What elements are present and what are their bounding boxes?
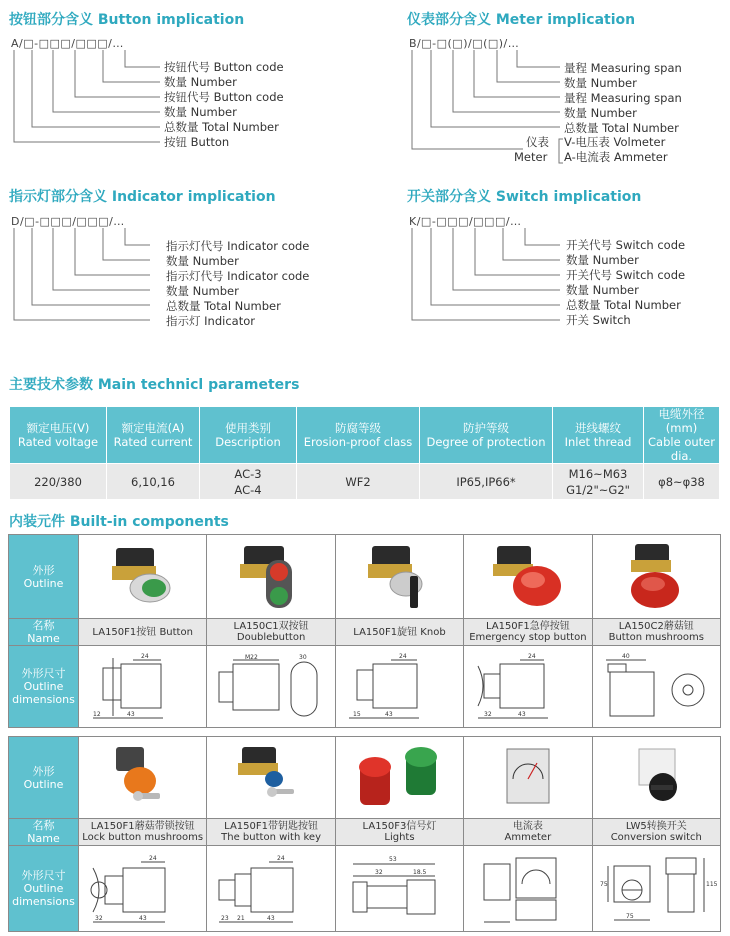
switch-section-title: 开关部分含义 Switch implication	[407, 189, 642, 205]
meter-label-number-1: 数量 Number	[564, 76, 637, 90]
component-name: LA150F1蘑菇带锁按钮 Lock button mushrooms	[79, 819, 207, 846]
indicator-code: D/□-□□□/□□□/…	[11, 215, 125, 228]
conversion-switch-dimension-drawing	[592, 846, 720, 932]
key-button-dimension-drawing	[207, 846, 335, 932]
meter-prefix-en: Meter	[514, 150, 548, 164]
header-description: 使用类别 Description	[200, 407, 297, 464]
knob-photo	[335, 535, 463, 619]
button-photo	[79, 535, 207, 619]
parameters-table	[9, 406, 720, 500]
svg-text:43: 43	[126, 710, 135, 718]
double-button-photo	[207, 535, 335, 619]
ammeter-dimension-drawing	[464, 846, 592, 932]
dimensions-row-1	[9, 646, 721, 728]
parameters-value-row	[10, 464, 720, 500]
svg-text:24: 24	[277, 854, 285, 862]
component-name: LA150F1旋钮 Knob	[335, 619, 463, 646]
svg-text:24: 24	[527, 652, 536, 660]
component-name: LA150C2蘑菇钮 Button mushrooms	[592, 619, 720, 646]
button-label-code-2: 按钮代号 Button code	[164, 90, 284, 104]
svg-text:23: 23	[221, 914, 229, 922]
svg-text:53: 53	[389, 855, 398, 863]
header-cable: 电缆外径(mm) Cable outer dia.	[644, 407, 720, 464]
meter-section-title: 仪表部分含义 Meter implication	[407, 12, 636, 28]
key-button-photo	[207, 737, 335, 819]
component-name: LW5转换开关 Conversion switch	[592, 819, 720, 846]
button-code: A/□-□□□/□□□/…	[11, 37, 124, 50]
meter-type-amp: A-电流表 Ammeter	[564, 150, 668, 164]
button-label-total: 总数量 Total Number	[164, 120, 279, 134]
meter-label-span-2: 量程 Measuring span	[564, 91, 682, 105]
signal-light-photo	[335, 737, 463, 819]
indicator-label-total: 总数量 Total Number	[166, 299, 281, 313]
svg-text:32: 32	[375, 868, 384, 876]
component-name: LA150C1双按钮 Doublebutton	[207, 619, 335, 646]
svg-text:32: 32	[483, 710, 492, 718]
svg-text:24: 24	[148, 854, 157, 862]
indicator-section-title: 指示灯部分含义 Indicator implication	[9, 189, 276, 205]
svg-text:30: 30	[299, 653, 307, 661]
meter-code: B/□-□(□)/□(□)/…	[409, 37, 520, 50]
outline-row-1	[9, 535, 721, 619]
svg-text:32: 32	[94, 914, 103, 922]
dimensions-head-1: 外形尺寸 Outline dimensions	[9, 646, 79, 728]
name-row-1	[9, 619, 721, 646]
svg-text:43: 43	[517, 710, 526, 718]
meter-label-span-1: 量程 Measuring span	[564, 61, 682, 75]
mushroom-button-dimension-drawing	[592, 646, 720, 728]
parameters-header-row	[10, 407, 720, 464]
value-protection: IP65,IP66*	[420, 464, 553, 500]
component-name: LA150F1按钮 Button	[79, 619, 207, 646]
indicator-label-code-2: 指示灯代号 Indicator code	[166, 269, 310, 283]
outline-head-1: 外形 Outline	[9, 535, 79, 619]
component-name: 电流表 Ammeter	[464, 819, 592, 846]
switch-label-code-2: 开关代号 Switch code	[566, 268, 686, 282]
button-section-title: 按钮部分含义 Button implication	[9, 12, 245, 28]
button-dimension-drawing	[79, 646, 207, 728]
svg-text:43: 43	[267, 914, 275, 922]
svg-text:75: 75	[600, 880, 608, 888]
svg-text:24: 24	[140, 652, 149, 660]
conversion-switch-photo	[592, 737, 720, 819]
header-current: 额定电流(A) Rated current	[107, 407, 200, 464]
emergency-stop-photo	[464, 535, 592, 619]
button-label-number-2: 数量 Number	[164, 105, 237, 119]
value-voltage: 220/380	[10, 464, 107, 500]
svg-text:115: 115	[706, 880, 718, 888]
name-head-1: 名称 Name	[9, 619, 79, 646]
outline-row-2	[9, 737, 721, 819]
switch-label-number-2: 数量 Number	[566, 283, 639, 297]
dimensions-head-2: 外形尺寸 Outline dimensions	[9, 846, 79, 932]
lock-mushroom-photo	[79, 737, 207, 819]
name-row-2	[9, 819, 721, 846]
switch-code: K/□-□□□/□□□/…	[409, 215, 522, 228]
svg-text:15: 15	[353, 710, 362, 718]
svg-text:43: 43	[385, 710, 394, 718]
svg-text:40: 40	[622, 652, 630, 660]
indicator-label-code-1: 指示灯代号 Indicator code	[166, 239, 310, 253]
value-description: AC-3 AC-4	[200, 464, 297, 500]
meter-prefix-cn: 仪表	[526, 135, 549, 149]
meter-brace	[556, 137, 564, 167]
switch-label-total: 总数量 Total Number	[566, 298, 681, 312]
dimensions-row-2	[9, 846, 721, 932]
button-label-code-1: 按钮代号 Button code	[164, 60, 284, 74]
svg-text:43: 43	[138, 914, 147, 922]
value-current: 6,10,16	[107, 464, 200, 500]
meter-type-volt: V-电压表 Volmeter	[564, 135, 666, 149]
components-group-1	[8, 534, 721, 728]
value-thread: M16~M63 G1/2"~G2"	[553, 464, 644, 500]
signal-light-dimension-drawing	[335, 846, 463, 932]
name-head-2: 名称 Name	[9, 819, 79, 846]
value-cable: φ8~φ38	[644, 464, 720, 500]
ammeter-photo	[464, 737, 592, 819]
component-name: LA150F1急停按钮 Emergency stop button	[464, 619, 592, 646]
header-thread: 进线螺纹 Inlet thread	[553, 407, 644, 464]
outline-head-2: 外形 Outline	[9, 737, 79, 819]
parameters-title: 主要技术参数 Main technicl parameters	[9, 377, 300, 393]
svg-text:12: 12	[92, 710, 101, 718]
button-label-number-1: 数量 Number	[164, 75, 237, 89]
svg-text:18.5: 18.5	[413, 868, 427, 876]
knob-dimension-drawing	[335, 646, 463, 728]
switch-label-switch: 开关 Switch	[566, 313, 631, 327]
mushroom-button-photo	[592, 535, 720, 619]
component-name: LA150F3信号灯 Lights	[335, 819, 463, 846]
components-title: 内装元件 Built-in components	[9, 514, 229, 530]
header-erosion: 防腐等级 Erosion-proof class	[297, 407, 420, 464]
component-name: LA150F1带钥匙按钮 The button with key	[207, 819, 335, 846]
value-erosion: WF2	[297, 464, 420, 500]
header-protection: 防护等级 Degree of protection	[420, 407, 553, 464]
button-label-button: 按钮 Button	[164, 135, 230, 149]
double-button-dimension-drawing	[207, 646, 335, 728]
svg-text:24: 24	[399, 652, 408, 660]
indicator-label-number-2: 数量 Number	[166, 284, 239, 298]
meter-label-number-2: 数量 Number	[564, 106, 637, 120]
switch-label-code-1: 开关代号 Switch code	[566, 238, 686, 252]
svg-text:21: 21	[237, 914, 245, 922]
components-group-2	[8, 736, 721, 932]
switch-label-number-1: 数量 Number	[566, 253, 639, 267]
meter-label-total: 总数量 Total Number	[564, 121, 679, 135]
indicator-label-indicator: 指示灯 Indicator	[166, 314, 255, 328]
lock-mushroom-dimension-drawing	[79, 846, 207, 932]
indicator-label-number-1: 数量 Number	[166, 254, 239, 268]
header-voltage: 额定电压(V) Rated voltage	[10, 407, 107, 464]
svg-text:M22: M22	[245, 653, 258, 661]
svg-text:75: 75	[626, 912, 634, 920]
emergency-stop-dimension-drawing	[464, 646, 592, 728]
